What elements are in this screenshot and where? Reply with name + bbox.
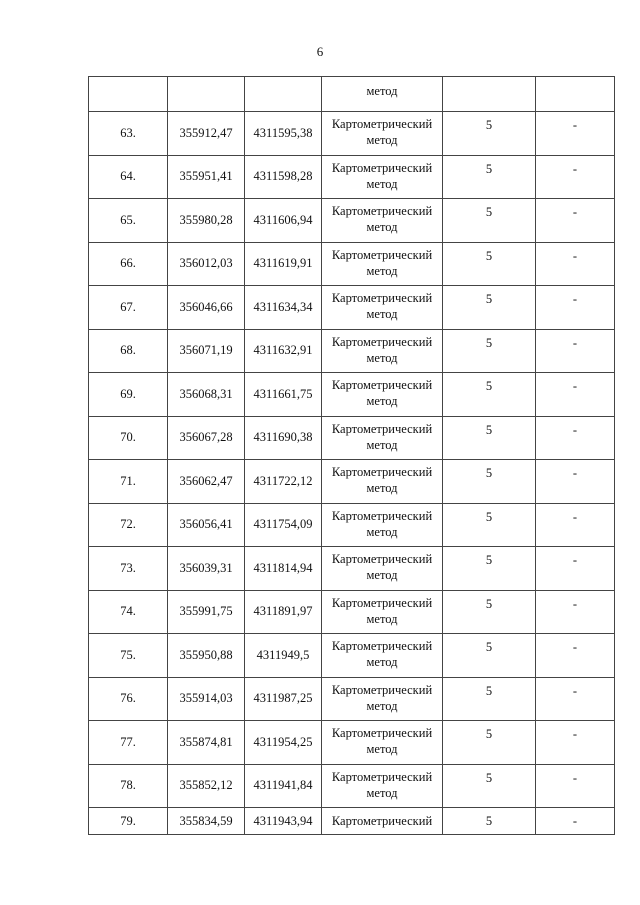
cell-y: 4311598,28 [245,155,322,199]
table-row-continuation [89,77,615,112]
cell-method [322,721,443,765]
cell-y: 4311619,91 [245,242,322,286]
cell-x: 355852,12 [168,764,245,808]
cell-x: 356046,66 [168,286,245,330]
cell-description: - [536,677,615,721]
cell-y: 4311632,91 [245,329,322,373]
method-line-2: метод [366,568,398,582]
page-number: 6 [316,44,324,59]
table-row [89,677,615,721]
cell-method [322,155,443,199]
cell-x: 355991,75 [168,590,245,634]
table-row [89,416,615,460]
cell-number: 67. [89,286,168,330]
cell-x: 355912,47 [168,112,245,156]
cell-number: 73. [89,547,168,591]
cell-method [322,677,443,721]
cell-y [245,77,322,112]
cell-x: 355951,41 [168,155,245,199]
cell-description: - [536,112,615,156]
cell-x: 355914,03 [168,677,245,721]
cell-method: метод [322,77,443,112]
cell-accuracy: 5 [443,329,536,373]
cell-description: - [536,199,615,243]
cell-x: 356067,28 [168,416,245,460]
cell-y: 4311661,75 [245,373,322,417]
cell-x: 355950,88 [168,634,245,678]
table-row [89,503,615,547]
method-line-1: Картометрический [331,465,433,479]
cell-accuracy: 5 [443,764,536,808]
cell-method [322,634,443,678]
table-row [89,460,615,504]
table-row [89,155,615,199]
method-line-2: метод [366,394,398,408]
method-line-2: метод [366,307,398,321]
cell-method [322,199,443,243]
cell-x: 356056,41 [168,503,245,547]
table-row [89,286,615,330]
cell-description: - [536,460,615,504]
method-line-1: Картометрический [331,769,433,784]
cell-number: 75. [89,634,168,678]
cell-accuracy: 5 [443,590,536,634]
cell-y: 4311595,38 [245,112,322,156]
cell-accuracy: 5 [443,242,536,286]
cell-y: 4311606,94 [245,199,322,243]
method-line-2: метод [366,220,398,234]
cell-number [89,77,168,112]
method-line-1: Картометрический [331,334,433,349]
cell-x: 355834,59 [168,808,245,835]
cell-x: 356068,31 [168,373,245,417]
cell-description: - [536,721,615,765]
cell-accuracy: 5 [443,286,536,330]
method-line-2: метод [366,481,398,495]
table-row [89,808,615,835]
cell-y: 4311943,94 [245,808,322,835]
table-row [89,764,615,808]
method-line-1: Картометрический [331,160,433,175]
cell-number: 74. [89,590,168,634]
cell-accuracy: 5 [443,199,536,243]
table-row [89,373,615,417]
cell-x: 356039,31 [168,547,245,591]
cell-method [322,112,443,156]
method-line-2: метод [366,698,398,713]
cell-y: 4311814,94 [245,547,322,591]
method-line-2: метод [366,133,398,147]
cell-number: 66. [89,242,168,286]
table-row [89,721,615,765]
cell-x: 356071,19 [168,329,245,373]
cell-method [322,460,443,504]
method-line-2: метод [366,176,398,191]
cell-accuracy: 5 [443,547,536,591]
method-line-2: метод [366,263,398,278]
cell-method [322,242,443,286]
cell-description: - [536,634,615,678]
method-line-1: Картометрический [331,814,433,828]
method-line-1: Картометрический [331,117,433,131]
method-line-2: метод [366,655,398,669]
cell-y: 4311634,34 [245,286,322,330]
cell-method [322,373,443,417]
cell-description: - [536,155,615,199]
cell-x: 356012,03 [168,242,245,286]
cell-description: - [536,329,615,373]
table-row [89,634,615,678]
method-line-1: Картометрический [331,421,433,436]
cell-accuracy: 5 [443,373,536,417]
cell-method [322,286,443,330]
cell-accuracy: 5 [443,460,536,504]
method-line-1: Картометрический [331,639,433,653]
cell-number: 79. [89,808,168,835]
method-line-1: Картометрический [331,552,433,566]
cell-description: - [536,590,615,634]
method-line-2: метод [366,350,398,365]
method-line-2: метод [366,524,398,539]
cell-method [322,590,443,634]
cell-x: 355980,28 [168,199,245,243]
cell-accuracy: 5 [443,416,536,460]
cell-method [322,503,443,547]
cell-accuracy [443,77,536,112]
method-line-1: Картометрический [331,726,433,740]
method-line-1: Картометрический [331,508,433,523]
cell-x: 356062,47 [168,460,245,504]
method-line-1: Картометрический [331,595,433,610]
table-row [89,199,615,243]
method-line-1: Картометрический [331,378,433,392]
cell-description: - [536,286,615,330]
method-line-1: Картометрический [331,247,433,262]
method-line-1: Картометрический [331,204,433,218]
coordinates-table [88,76,615,835]
cell-y: 4311690,38 [245,416,322,460]
cell-y: 4311987,25 [245,677,322,721]
cell-x: 355874,81 [168,721,245,765]
cell-description: - [536,242,615,286]
cell-description: - [536,503,615,547]
cell-number: 71. [89,460,168,504]
method-line-2: метод [366,785,398,800]
cell-accuracy: 5 [443,634,536,678]
cell-description: - [536,547,615,591]
cell-description [536,77,615,112]
cell-method [322,808,443,835]
table-row [89,329,615,373]
method-line-1: Картометрический [331,682,433,697]
cell-number: 72. [89,503,168,547]
cell-number: 65. [89,199,168,243]
cell-accuracy: 5 [443,503,536,547]
cell-y: 4311891,97 [245,590,322,634]
method-line-1: Картометрический [331,291,433,305]
cell-y: 4311722,12 [245,460,322,504]
cell-accuracy: 5 [443,677,536,721]
cell-description: - [536,764,615,808]
cell-number: 76. [89,677,168,721]
cell-number: 70. [89,416,168,460]
cell-accuracy: 5 [443,721,536,765]
cell-y: 4311754,09 [245,503,322,547]
cell-method [322,329,443,373]
table-row [89,590,615,634]
cell-accuracy: 5 [443,808,536,835]
cell-y: 4311949,5 [245,634,322,678]
cell-description: - [536,416,615,460]
method-line-2: метод [366,611,398,626]
cell-y: 4311954,25 [245,721,322,765]
cell-y: 4311941,84 [245,764,322,808]
table-row [89,547,615,591]
cell-method [322,764,443,808]
cell-description: - [536,373,615,417]
table-row [89,112,615,156]
cell-description: - [536,808,615,835]
cell-method [322,416,443,460]
table-row [89,242,615,286]
cell-number: 69. [89,373,168,417]
cell-number: 64. [89,155,168,199]
cell-method [322,547,443,591]
cell-number: 68. [89,329,168,373]
cell-number: 77. [89,721,168,765]
method-line-2: метод [366,437,398,452]
cell-x [168,77,245,112]
cell-accuracy: 5 [443,155,536,199]
cell-accuracy: 5 [443,112,536,156]
method-line-2: метод [366,742,398,756]
cell-number: 63. [89,112,168,156]
cell-number: 78. [89,764,168,808]
